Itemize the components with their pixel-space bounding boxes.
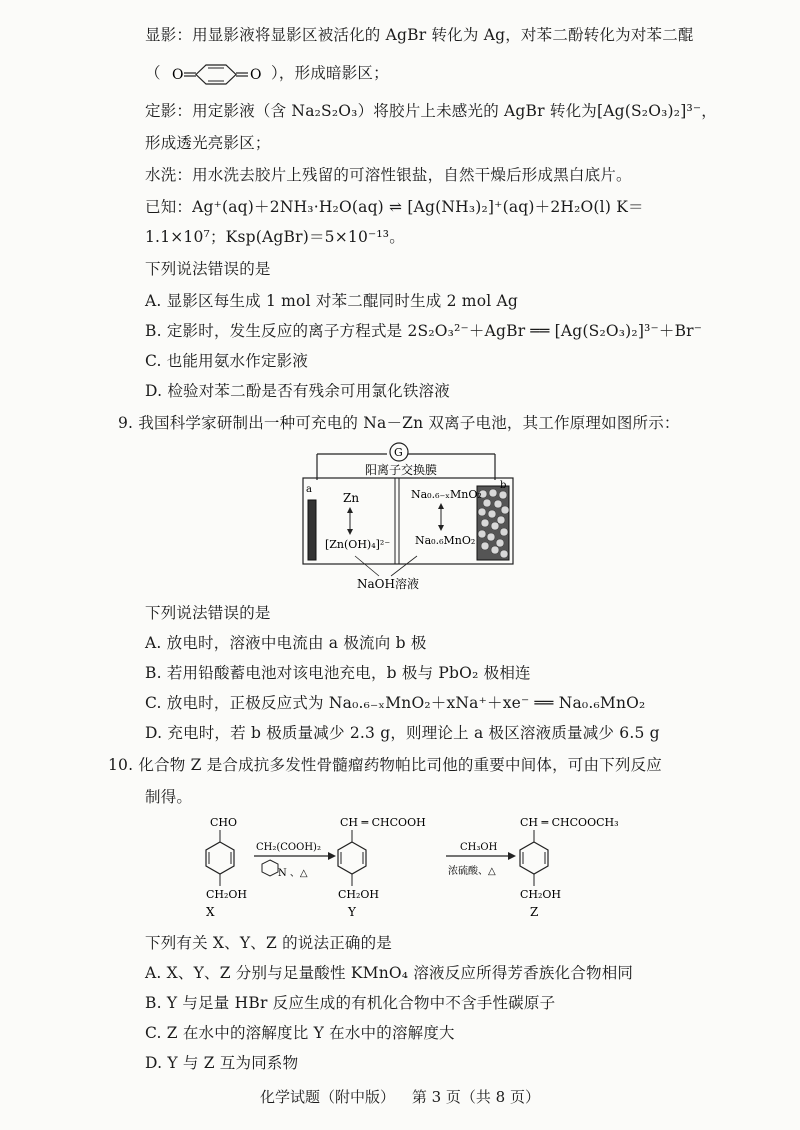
quinone-o-left: O [171,67,184,83]
q8-wash-line: 水洗：用水洗去胶片上残留的可溶性银盐，自然干燥后形成黑白底片。 [145,166,632,184]
x-benzene-ring [206,842,234,874]
q8-fix-line1: 定影：用定影液（含 Na₂S₂O₃）将胶片上未感光的 AgBr 转化为[Ag(S₂O₃)₂]³⁻， [145,102,717,120]
q10-stem-line1: 10. 化合物 Z 是合成抗多发性骨髓瘤药物帕比司他的重要中间体，可由下列反应 [108,756,663,774]
membrane-label: 阳离子交换膜 [365,463,438,477]
footer-page-number: 第 3 页（共 8 页） [411,1088,540,1106]
q8-fix-line2: 形成透光亮影区； [145,134,271,152]
footer-subject: 化学试题（附中版） [260,1088,396,1106]
q8-option-b: B. 定影时，发生反应的离子方程式是 2S₂O₃²⁻＋AgBr ══ [Ag(S₂O₃)₂]³⁻＋Br⁻ [145,322,703,340]
x-label: X [206,905,215,919]
page-footer [0,1086,800,1107]
q10-stem-line2: 制得。 [145,788,193,806]
q10-option-d: D. Y 与 Z 互为同系物 [145,1054,299,1072]
na-bottom-label: Na₀.₆MnO₂ [415,534,476,547]
q10-option-c: C. Z 在水中的溶解度比 Y 在水中的溶解度大 [145,1024,455,1042]
benzoquinone-structure [166,63,266,85]
z-label: Z [530,905,539,919]
y-top-group: CH ═ CHCOOH [340,816,426,829]
reagent1-bottom: N 、△ [278,868,308,879]
electrode-a [308,500,316,560]
q8-known-line1: 已知：Ag⁺(aq)＋2NH₃·H₂O(aq) ⇌ [Ag(NH₃)₂]⁺(aq)＋2H₂O(l) K＝ [145,198,644,216]
x-bottom-group: CH₂OH [206,888,248,901]
galvanometer-label: G [394,446,403,459]
q9-option-a: A. 放电时，溶液中电流由 a 极流向 b 极 [145,634,427,652]
q9-option-d: D. 充电时，若 b 极质量减少 2.3 g，则理论上 a 极区溶液质量减少 6.5 g [145,724,660,742]
electrode-b-label: b [500,480,507,491]
na-top-label: Na₀.₆₋ₓMnO₂ [411,488,482,501]
q9-question: 下列说法错误的是 [145,604,271,622]
q9-stem: 9. 我国科学家研制出一种可充电的 Na－Zn 双离子电池，其工作原理如图所示： [118,414,680,432]
y-label: Y [348,905,356,919]
paren-open: （ [145,64,161,82]
zincate-label: [Zn(OH)₄]²⁻ [325,538,391,551]
q8-known-line2: 1.1×10⁷；Ksp(AgBr)＝5×10⁻¹³。 [145,228,405,246]
electrode-a-label: a [306,484,312,495]
z-top-group: CH ═ CHCOOCH₃ [520,816,619,829]
q10-option-b: B. Y 与足量 HBr 反应生成的有机化合物中不含手性碳原子 [145,994,556,1012]
zn-label: Zn [343,491,360,505]
y-benzene-ring [338,842,366,874]
q10-option-a: A. X、Y、Z 分别与足量酸性 KMnO₄ 溶液反应所得芳香族化合物相同 [145,964,634,982]
y-bottom-group: CH₂OH [338,888,380,901]
reagent2-top: CH₃OH [460,842,498,853]
q9-option-c: C. 放电时，正极反应式为 Na₀.₆₋ₓMnO₂＋xNa⁺＋xe⁻ ══ Na₀.₆MnO₂ [145,694,646,712]
q8-develop-line1: 显影：用显影液将显影区被活化的 AgBr 转化为 Ag，对苯二酚转化为对苯二醌 [145,26,694,44]
electrolyte-label: NaOH溶液 [357,577,419,591]
x-top-group: CHO [210,816,238,829]
q8-question: 下列说法错误的是 [145,260,271,278]
reagent1-top: CH₂(COOH)₂ [256,842,321,853]
z-benzene-ring [520,842,548,874]
q8-option-d: D. 检验对苯二酚是否有残余可用氯化铁溶液 [145,382,450,400]
q9-option-b: B. 若用铅酸蓄电池对该电池充电，b 极与 PbO₂ 极相连 [145,664,531,682]
pyridine-ring [262,860,278,876]
develop-line2-suffix: ），形成暗影区； [270,64,389,82]
q8-option-c: C. 也能用氨水作定影液 [145,352,309,370]
q10-question: 下列有关 X、Y、Z 的说法正确的是 [145,934,392,952]
quinone-o-right: O [249,67,262,83]
z-bottom-group: CH₂OH [520,888,562,901]
reagent2-bottom: 浓硫酸、△ [448,866,496,877]
reaction-scheme [190,812,660,924]
battery-diagram [295,440,525,592]
q8-option-a: A. 显影区每生成 1 mol 对苯二醌同时生成 2 mol Ag [145,292,519,310]
q8-develop-line2 [145,62,389,85]
